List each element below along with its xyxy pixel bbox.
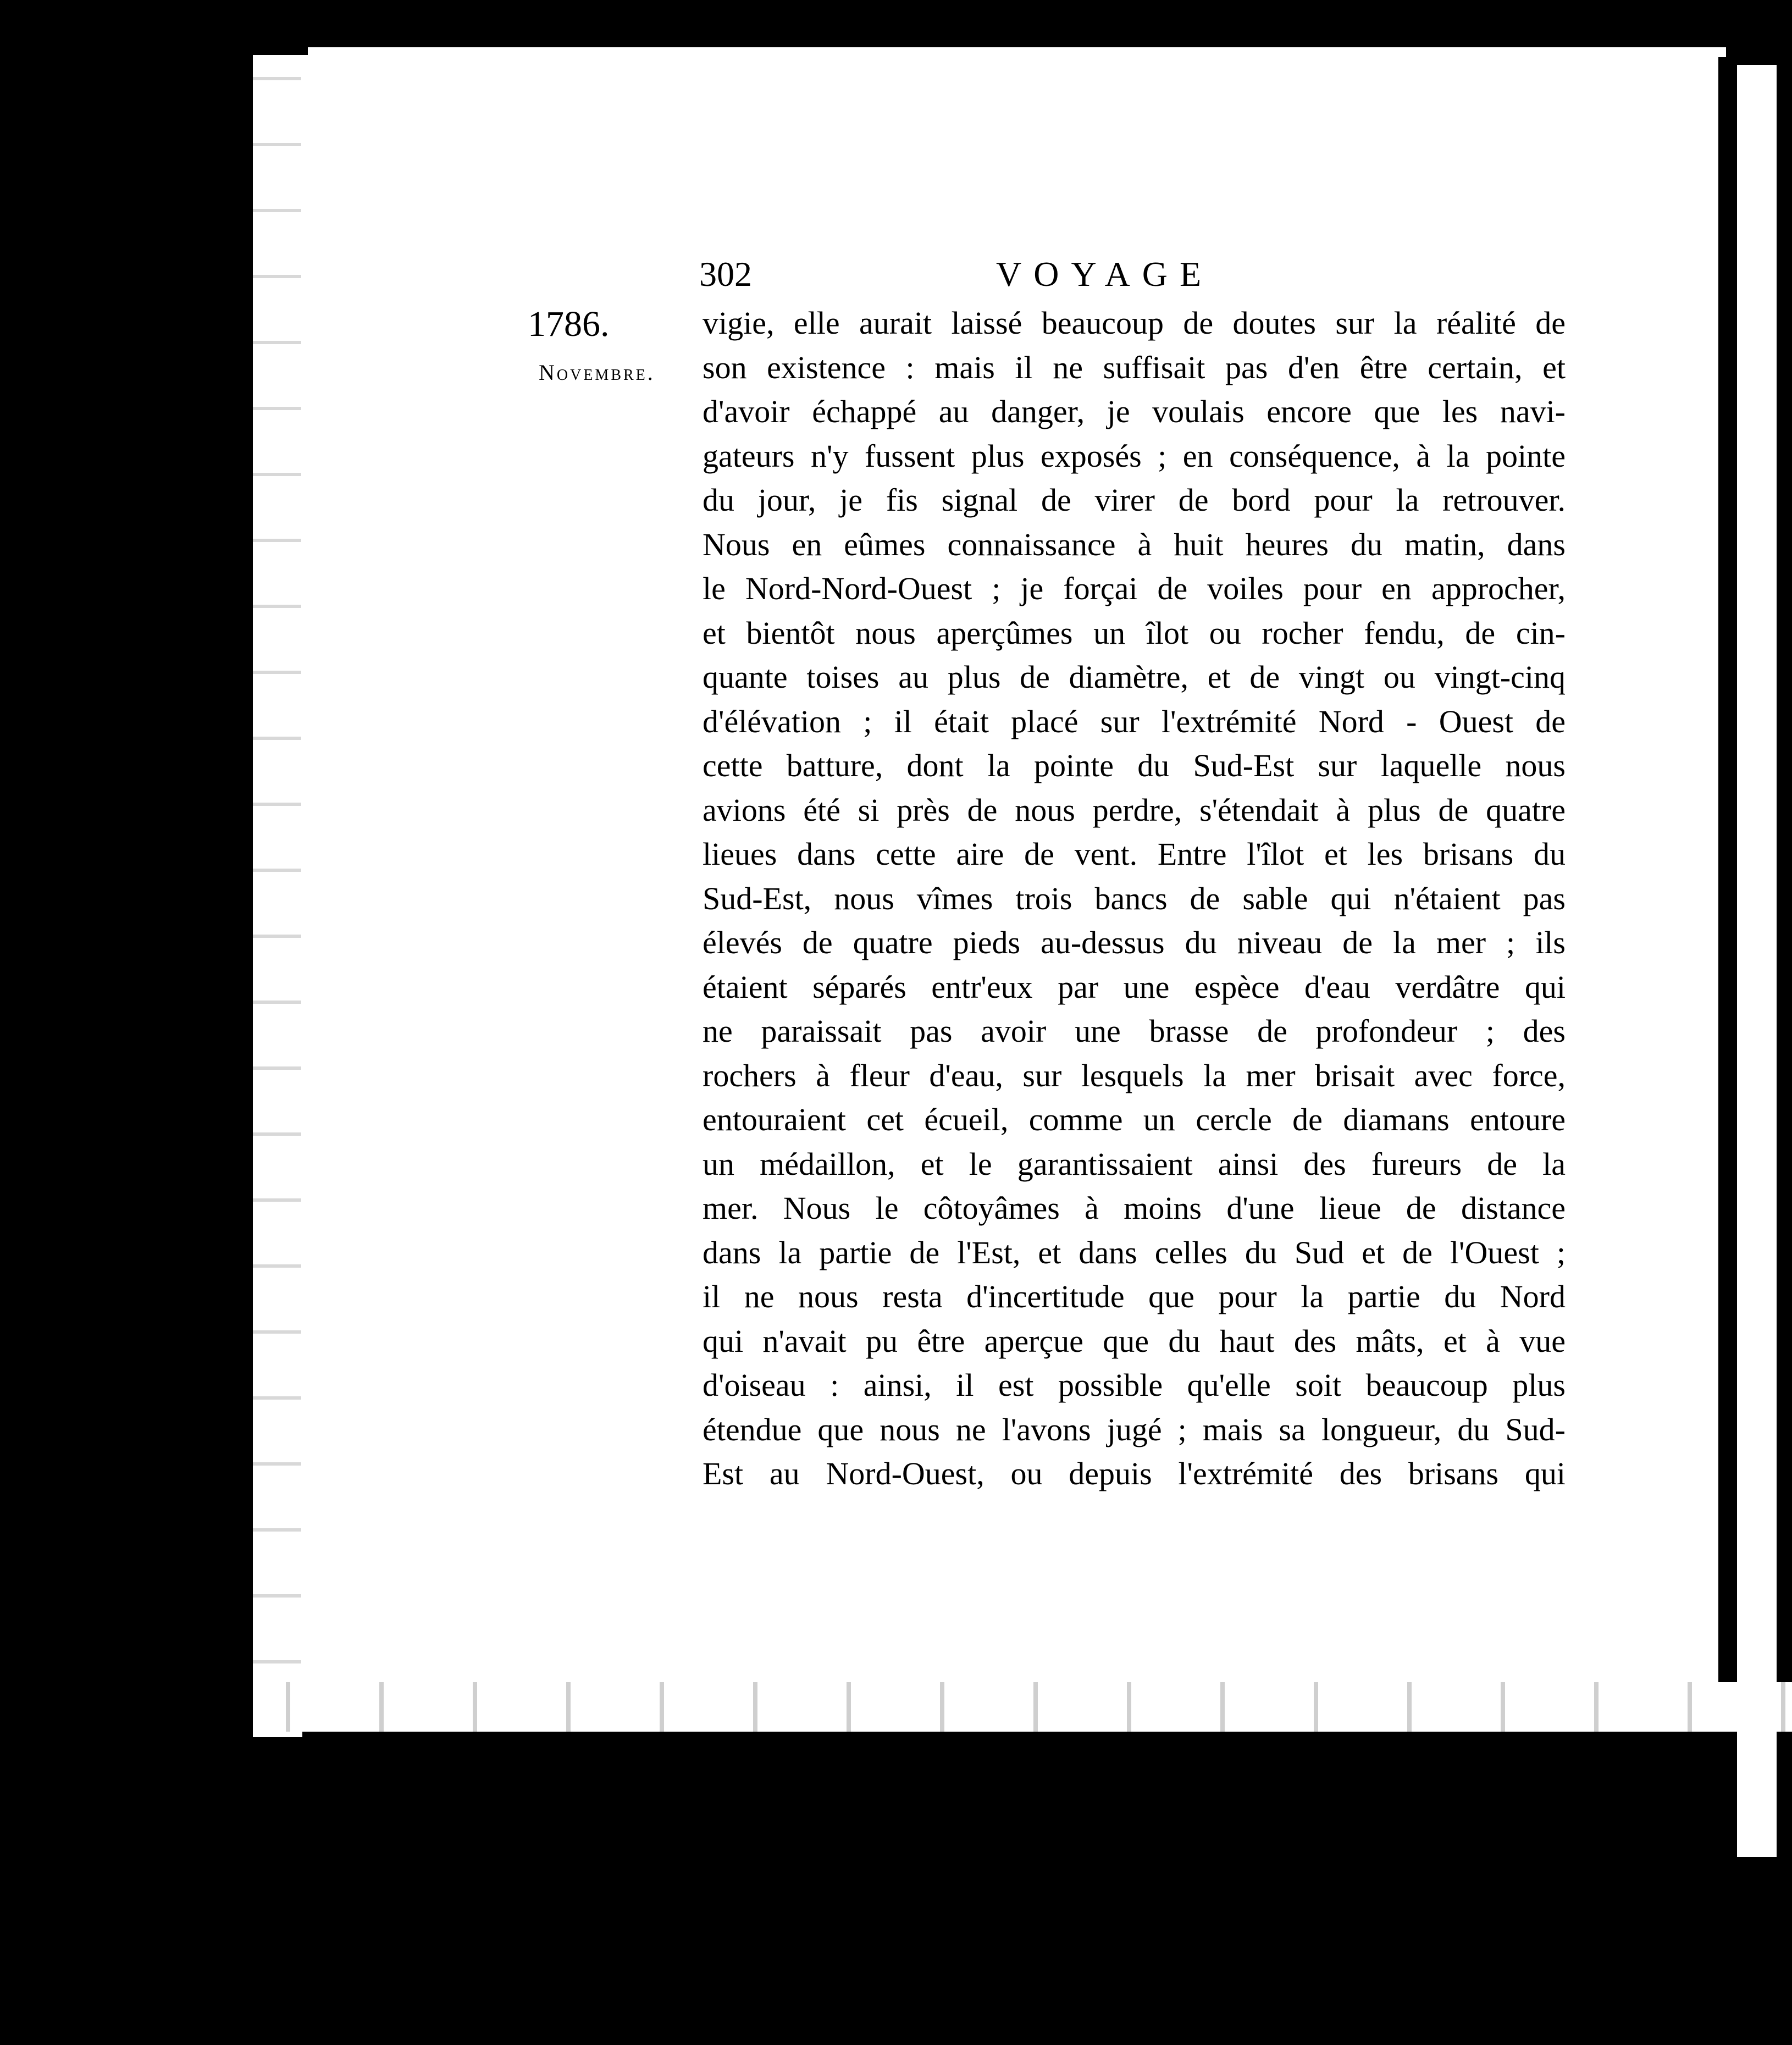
text-line: il ne nous resta d'incertitude que pour la partie du Nord xyxy=(703,1279,1566,1314)
text-line: élevés de quatre pieds au-dessus du niveau de la mer ; ils xyxy=(703,925,1566,960)
text-line: d'élévation ; il était placé sur l'extrémité Nord - Ouest de xyxy=(703,703,1566,739)
text-line: mer. Nous le côtoyâmes à moins d'une lieue de distance xyxy=(703,1190,1566,1226)
text-line: quante toises au plus de diamètre, et de vingt ou vingt-cinq xyxy=(703,659,1566,695)
text-line: vigie, elle aurait laissé beaucoup de doutes sur la réalité de xyxy=(703,305,1566,341)
running-title: VOYAGE xyxy=(996,255,1214,294)
page-header xyxy=(699,254,1562,298)
text-line: étaient séparés entr'eux par une espèce d'eau verdâtre qui xyxy=(703,969,1566,1005)
book-binding-bottom xyxy=(253,1682,1792,1732)
text-line: d'avoir échappé au danger, je voulais encore que les navi- xyxy=(703,394,1566,429)
text-line: son existence : mais il ne suffisait pas d'en être certain, et xyxy=(703,349,1566,385)
book-binding-left xyxy=(253,55,302,1737)
facing-page-edge xyxy=(1737,65,1777,1857)
text-line: un médaillon, et le garantissaient ainsi des fureurs de la xyxy=(703,1146,1566,1182)
margin-month: Novembre. xyxy=(539,360,655,385)
text-line: qui n'avait pu être aperçue que du haut des mâts, et à vue xyxy=(703,1323,1566,1359)
page-number: 302 xyxy=(699,255,752,294)
text-line: rochers à fleur d'eau, sur lesquels la mer brisait avec force, xyxy=(703,1057,1566,1093)
text-line: gateurs n'y fussent plus exposés ; en conséquence, à la pointe xyxy=(703,438,1566,474)
text-line: lieues dans cette aire de vent. Entre l'îlot et les brisans du xyxy=(703,836,1566,872)
margin-year: 1786. xyxy=(528,304,610,344)
text-line: entouraient cet écueil, comme un cercle de diamans entoure xyxy=(703,1102,1566,1137)
text-line: cette batture, dont la pointe du Sud-Est sur laquelle nous xyxy=(703,748,1566,783)
text-line: ne paraissait pas avoir une brasse de profondeur ; des xyxy=(703,1013,1566,1049)
text-line: du jour, je fis signal de virer de bord pour la retrouver. xyxy=(703,482,1566,518)
text-line: Nous en eûmes connaissance à huit heures du matin, dans xyxy=(703,526,1566,562)
text-line: et bientôt nous aperçûmes un îlot ou rocher fendu, de cin- xyxy=(703,615,1566,651)
text-line: avions été si près de nous perdre, s'étendait à plus de quatre xyxy=(703,792,1566,828)
body-text xyxy=(703,301,1566,1496)
text-line: d'oiseau : ainsi, il est possible qu'elle soit beaucoup plus xyxy=(703,1367,1566,1403)
text-line: le Nord-Nord-Ouest ; je forçai de voiles pour en approcher, xyxy=(703,571,1566,606)
text-line: Sud-Est, nous vîmes trois bancs de sable qui n'étaient pas xyxy=(703,880,1566,916)
text-line: dans la partie de l'Est, et dans celles du Sud et de l'Ouest ; xyxy=(703,1234,1566,1270)
text-line: Est au Nord-Ouest, ou depuis l'extrémité des brisans qui xyxy=(703,1456,1566,1491)
text-line: étendue que nous ne l'avons jugé ; mais sa longueur, du Sud- xyxy=(703,1411,1566,1447)
